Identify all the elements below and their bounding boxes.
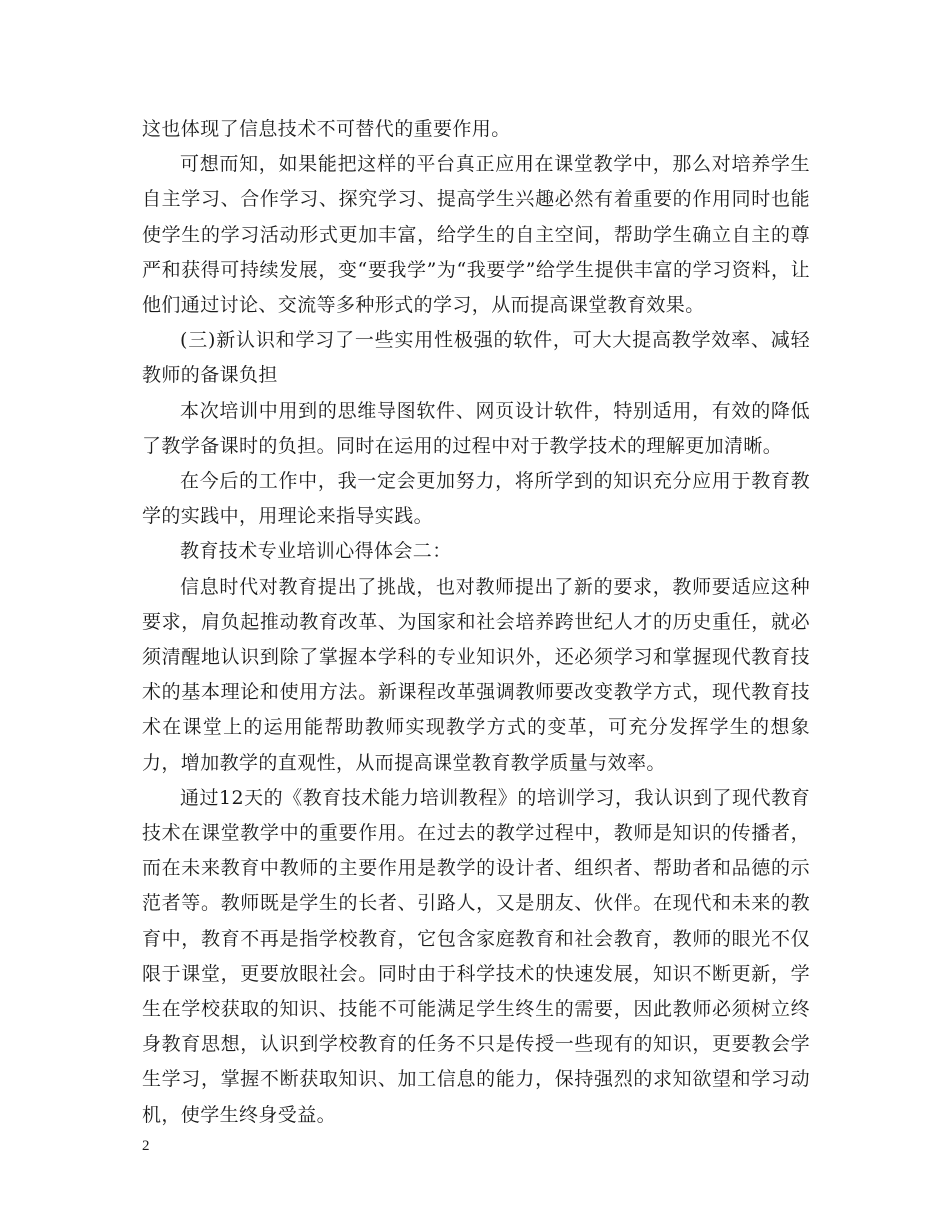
paragraph-future-work: 在今后的工作中，我一定会更加努力，将所学到的知识充分应用于教育教学的实践中，用理论来指导实践。 — [142, 470, 810, 528]
paragraph-platform-application: 可想而知，如果能把这样的平台真正应用在课堂教学中，那么对培养学生自主学习、合作学习、探究学习、提高学生兴趣必然有着重要的作用同时也能使学生的学习活动形式更加丰富，给学生的自主空间，帮助学生确立自主的尊严和获得可持续发展，变“要我学”为“我要学”给学生提供丰富的学习资料，让他们通过讨论、交流等多种形式的学习，从而提高课堂教育效果。 — [142, 153, 810, 317]
paragraph-training-course: 通过12天的《教育技术能力培训教程》的培训学习，我认识到了现代教育技术在课堂教学中的重要作用。在过去的教学过程中，教师是知识的传播者，而在未来教育中教师的主要作用是教学的设计者、组织者、帮助者和品德的示范者等。教师既是学生的长者、引路人，又是朋友、伙伴。在现代和未来的教育中，教育不再是指学校教育，它包含家庭教育和社会教育，教师的眼光不仅限于课堂，更要放眼社会。同时由于科学技术的快速发展，知识不断更新，学生在学校获取的知识、技能不可能满足学生终生的需要，因此教师必须树立终身教育思想，认识到学校教育的任务不只是传授一些现有的知识，更要教会学生学习，掌握不断获取知识、加工信息的能力，保持强烈的求知欲望和学习动机，使学生终身受益。 — [142, 786, 810, 1126]
section-title-reflection-two: 教育技术专业培训心得体会二： — [180, 540, 452, 563]
section-heading-software: (三)新认识和学习了一些实用性极强的软件，可大大提高教学效率、减轻教师的备课负担 — [142, 329, 810, 387]
paragraph-training-software: 本次培训中用到的思维导图软件、网页设计软件，特别适用，有效的降低了教学备课时的负担。同时在运用的过程中对于教学技术的理解更加清晰。 — [142, 399, 810, 457]
document-body — [142, 112, 810, 1133]
paragraph-information-era: 信息时代对教育提出了挑战，也对教师提出了新的要求，教师要适应这种要求，肩负起推动教育改革、为国家和社会培养跨世纪人才的历史重任，就必须清醒地认识到除了掌握本学科的专业知识外，还必须学习和掌握现代教育技术的基本理论和使用方法。新课程改革强调教师要改变教学方式，现代教育技术在课堂上的运用能帮助教师实现教学方式的变革，可充分发挥学生的想象力，增加教学的直观性，从而提高课堂教育教学质量与效率。 — [142, 575, 810, 774]
paragraph-continuation: 这也体现了信息技术不可替代的重要作用。 — [142, 118, 511, 140]
page-number: 2 — [142, 1138, 150, 1154]
